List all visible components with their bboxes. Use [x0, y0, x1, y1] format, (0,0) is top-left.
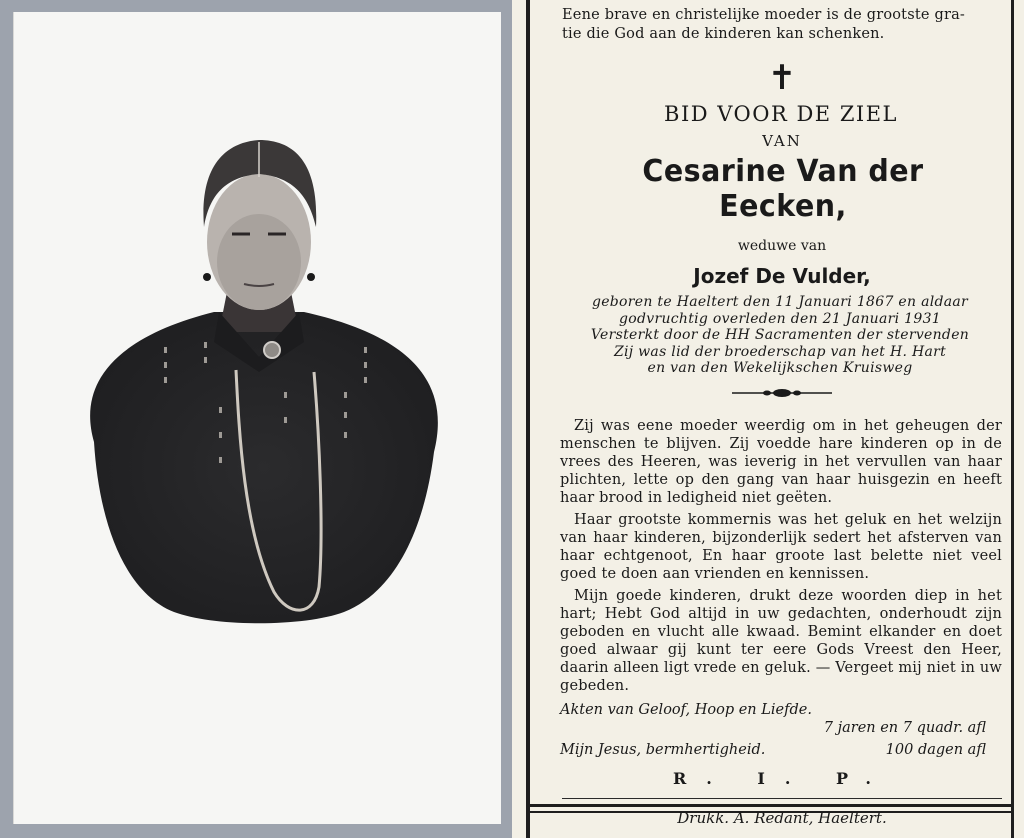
prayers — [560, 701, 1002, 759]
ornament-divider — [732, 387, 832, 399]
card-content — [542, 6, 1002, 827]
rip: R. I. P. — [672, 768, 891, 788]
heading-van: VAN — [762, 132, 802, 150]
paragraph-3: Mijn goede kinderen, drukt deze woorden diep in het hart; Hebt God altijd in uw gedachten, onderhoudt zijn geboden en vlucht alle kwaad. Bemint elkander en doet goed alwaar gij kunt ter eere Gods Vreest den Heer, daarin alleen ligt vrede en geluk. — Vergeet mij niet in uw gebeden. — [560, 587, 1002, 694]
heading: BID VOOR DE ZIEL — [664, 102, 898, 126]
sacraments-line: Versterkt door de HH Sacramenten der stervenden — [590, 327, 970, 343]
brotherhood-line-2: en van den Wekelijkschen Kruisweg — [647, 360, 913, 376]
frame-border-left — [526, 0, 530, 838]
born-line-2: godvruchtig overleden den 21 Januari 1931 — [618, 310, 941, 327]
motto-line-1: Eene brave en christelijke moeder is de grootste gra- — [562, 7, 966, 23]
jesus-row — [560, 741, 1002, 759]
brooch — [264, 342, 280, 358]
portrait-photo — [14, 12, 501, 824]
frame-border-right — [1011, 0, 1014, 838]
acts-indulgence: 7 jaren en 7 quadr. afl — [823, 719, 986, 736]
brotherhood-line-1: Zij was lid der broederschap van het H. Hart — [613, 343, 947, 360]
memorial-card — [512, 0, 1024, 838]
jesus-indulgence: 100 dagen afl — [885, 741, 986, 758]
jesus-line: Mijn Jesus, bermhertigheid. — [560, 741, 766, 758]
paragraph-2: Haar grootste kommernis was het geluk en het welzijn van haar kinderen, bijzonderlijk sedert het afsterven van haar echtgenoot, En haar groote last belette niet veel goed te doen aan vrienden en kennissen. — [560, 511, 1002, 582]
printer-credit: Drukk. A. Redant, Haeltert. — [677, 808, 887, 827]
deceased-name: Cesarine Van der Eecken, — [642, 154, 924, 224]
cross-icon: ✝ — [767, 58, 797, 98]
husband-name: Jozef De Vulder, — [693, 264, 871, 288]
acts-line: Akten van Geloof, Hoop en Liefde. — [560, 701, 812, 718]
paragraph-1: Zij was eene moeder weerdig om in het geheugen der menschen te blijven. Zij voedde hare kinderen op in de vrees des Heeren, was ieverig in het vervullen van haar plichten, lette op den gang van haar huisgezin en heeft haar brood in ledigheid niet geëten. — [560, 417, 1002, 506]
divider-line — [562, 798, 1002, 799]
memorial-text — [560, 417, 1002, 695]
motto — [562, 6, 1002, 44]
motto-line-2: tie die God aan de kinderen kan schenken. — [562, 26, 885, 42]
born-line-1: geboren te Haeltert den 11 Januari 1867 en aldaar — [591, 294, 969, 310]
photo-mount — [13, 12, 501, 824]
widow-label: weduwe van — [737, 238, 827, 254]
life-dates — [558, 294, 1002, 377]
